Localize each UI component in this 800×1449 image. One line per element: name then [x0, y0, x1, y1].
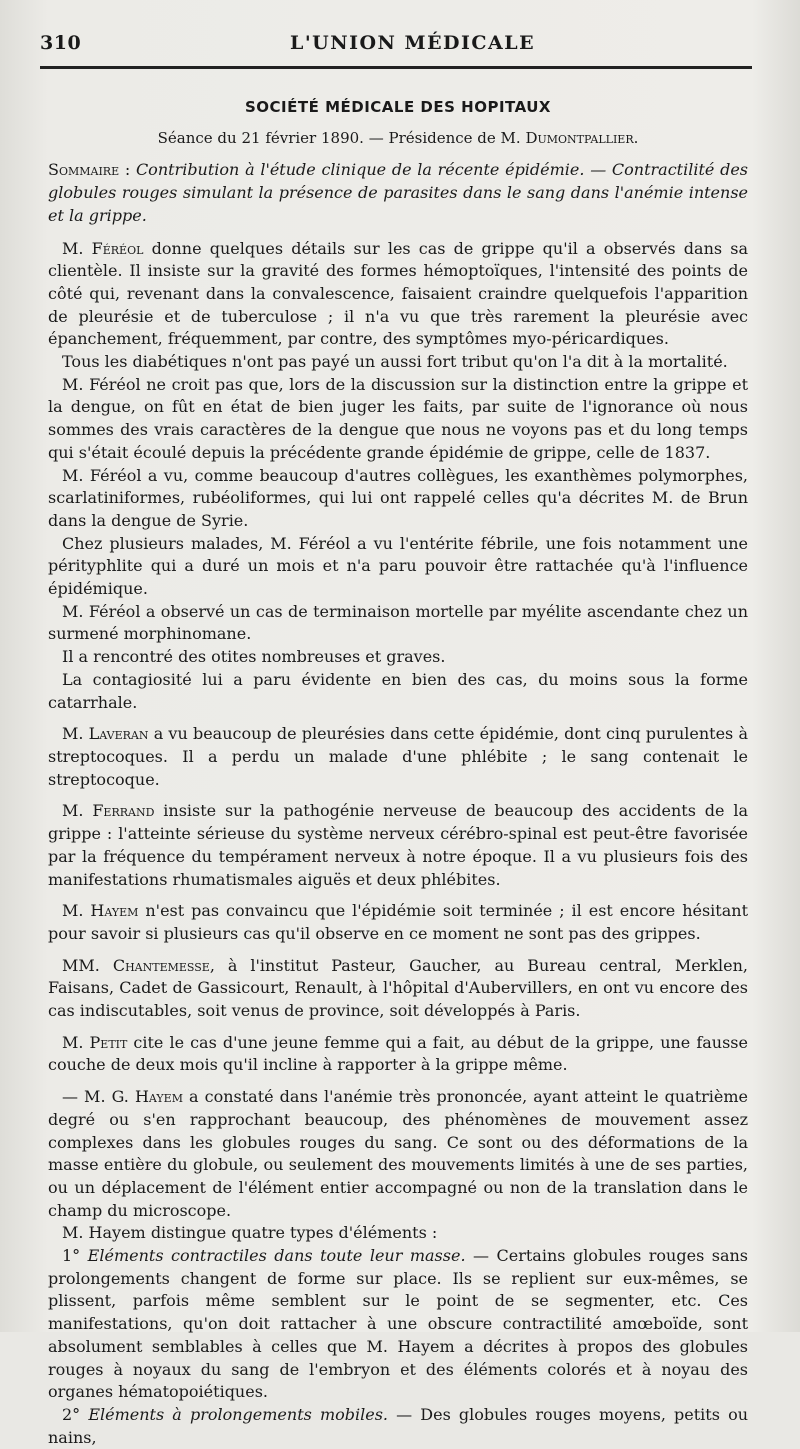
- paragraph-text: Chez plusieurs malades, M. Féréol a vu l'entérite fébrile, une fois notamment une pérityphlite qui a duré un mois et n'a paru pouvoir être rattachée qu'à l'influence épidémique.: [48, 533, 748, 599]
- paragraph-text: n'est pas convaincu que l'épidémie soit terminée ; il est encore hésitant pour savoir si plusieurs cas qu'il observe en ce moment ne sont pas des grippes.: [48, 901, 748, 943]
- running-header: [40, 32, 752, 60]
- paragraph: [48, 533, 748, 601]
- article-body: [48, 96, 748, 1449]
- paragraph: [48, 723, 748, 791]
- paragraph-prefix: M.: [62, 901, 91, 921]
- paragraph: [48, 1086, 748, 1222]
- paragraph: [48, 955, 748, 1023]
- paragraph-prefix: — M. G.: [62, 1087, 135, 1107]
- paragraph-prefix: M.: [62, 724, 89, 744]
- sommaire-sep: :: [119, 160, 136, 180]
- paragraph: [48, 669, 748, 714]
- speaker-name: Petit: [89, 1032, 128, 1052]
- paragraph-text: a constaté dans l'anémie très prononcée, ayant atteint le quatrième degré ou s'en rapprochant beaucoup, des phénomènes de mouvement assez complexes dans les globules rouges du sang. Ce sont ou des déformations de la masse entière du globule, ou seulement des mouvements limités à une de ses parties, ou un déplacement de l'élément entier accompagné ou non de la translation dans le champ du microscope.: [48, 1087, 749, 1220]
- paragraph-text: donne quelques détails sur les cas de grippe qu'il a observés dans sa clientèle. Il insiste sur la gravité des formes hémoptoïques, l'intensité des points de côté qui, revenant dans la convalescence, faisaient craindre quelquefois l'apparition de pleurésie et de tuberculose ; il n'a vu que très rarement la pleurésie avec épanchement, fréquemment, par contre, des symptômes myo-péricardiques.: [48, 238, 748, 349]
- sommaire-label: Sommaire: [48, 160, 120, 180]
- paragraph-heading: Eléments contractiles dans toute leur masse.: [87, 1246, 466, 1266]
- paragraph: [48, 465, 748, 533]
- paragraph-text: M. Féréol a observé un cas de terminaison mortelle par myélite ascendante chez un surmené morphinomane.: [48, 601, 748, 644]
- paragraph: [48, 374, 748, 465]
- paragraph-text: Tous les diabétiques n'ont pas payé un aussi fort tribut qu'on l'a dit à la mortalité.: [62, 352, 728, 372]
- paragraph-list: [48, 238, 748, 1449]
- paragraph-text: Il a rencontré des otites nombreuses et graves.: [62, 647, 446, 667]
- paragraph-text: La contagiosité lui a paru évidente en bien des cas, du moins sous la forme catarrhale.: [48, 669, 748, 712]
- speaker-name: Hayem: [134, 1087, 183, 1107]
- speaker-name: Féréol: [91, 238, 144, 258]
- header-rule: [40, 66, 752, 69]
- paragraph-text: insiste sur la pathogénie nerveuse de beaucoup des accidents de la grippe : l'atteinte sérieuse du système nerveux cérébro-spinal est peut-être favorisée par la fréquence du tempérament nerveux à notre époque. Il a vu plusieurs fois des manifestations rhumatismales aiguës et deux phlébites.: [48, 801, 749, 889]
- paragraph: [48, 900, 748, 945]
- paragraph: [48, 238, 748, 352]
- sommaire-text: Contribution à l'étude clinique de la récente épidémie. — Contractilité des globules rouges simulant la présence de parasites dans le sang dans l'anémie intense et la grippe.: [48, 160, 748, 225]
- paragraph-text: a vu beaucoup de pleurésies dans cette épidémie, dont cinq purulentes à streptocoques. Il a perdu un malade d'une phlébite ; le sang contenait le streptocoque.: [48, 724, 748, 789]
- paragraph-text: , à l'institut Pasteur, Gaucher, au Bureau central, Merklen, Faisans, Cadet de Gassicourt, Renault, à l'hôpital d'Aubervillers, en ont vu encore des cas indiscutables, soit venus de province, soit développés à Paris.: [48, 955, 749, 1021]
- paragraph: [48, 1222, 748, 1245]
- paragraph: [48, 601, 748, 646]
- seance-line: [48, 127, 748, 150]
- page-number: 310: [40, 32, 82, 54]
- paragraph-prefix: M.: [62, 238, 92, 258]
- speaker-name: Chantemesse: [112, 955, 210, 975]
- paragraph-prefix: M.: [62, 801, 93, 821]
- paragraph: [48, 1245, 748, 1404]
- president-name: Dumontpallier.: [525, 128, 639, 147]
- paragraph-text: M. Féréol ne croit pas que, lors de la discussion sur la distinction entre la grippe et la dengue, on fût en état de bien juger les faits, par suite de l'ignorance où nous sommes des vrais caractères de la dengue que nous ne voyons pas et du long temps qui s'était écoulé depuis la précédente grande épidémie de grippe, celle de 1837.: [48, 374, 748, 462]
- paragraph-text: M. Hayem distingue quatre types d'éléments :: [62, 1223, 438, 1243]
- paragraph-heading: Eléments à prolongements mobiles.: [88, 1404, 389, 1424]
- section-title: SOCIÉTÉ MÉDICALE DES HOPITAUX: [244, 98, 551, 116]
- paragraph-text: M. Féréol a vu, comme beaucoup d'autres collègues, les exanthèmes polymorphes, scarlatiniformes, rubéoliformes, qui lui ont rappelé celles qu'a décrites M. de Brun dans la dengue de Syrie.: [48, 465, 748, 530]
- paragraph-prefix: 2°: [62, 1404, 89, 1424]
- speaker-name: Ferrand: [92, 801, 155, 821]
- paragraph: [48, 1032, 748, 1077]
- journal-title: L'UNION MÉDICALE: [290, 32, 536, 54]
- paragraph-prefix: 1°: [62, 1246, 88, 1266]
- paragraph-text: — Des globules rouges moyens, petits ou nains,: [48, 1404, 749, 1447]
- paragraph-prefix: M.: [62, 1032, 90, 1052]
- paragraph: [48, 351, 748, 374]
- paragraph-text: — Certains globules rouges sans prolongements changent de forme sur place. Ils se replient sur eux-mêmes, se plissent, parfois même semblent sur le point de se segmenter, etc. Ces manifestations, qu'on doit rattacher à une obscure contractilité amœboïde, sont absolument semblables à celles que M. Hayem a décrites à propos des globules rouges à noyaux du sang de l'embryon et des éléments colorés et à noyau des organes hématopoiétiques.: [48, 1246, 749, 1402]
- sommaire: [48, 159, 748, 227]
- paragraph: [48, 800, 748, 891]
- paragraph-prefix: MM.: [62, 955, 113, 975]
- seance-text: Séance du 21 février 1890. — Présidence de M.: [157, 128, 521, 147]
- speaker-name: Hayem: [90, 901, 139, 921]
- speaker-name: Laveran: [88, 724, 149, 744]
- paragraph-text: cite le cas d'une jeune femme qui a fait, au début de la grippe, une fausse couche de deux mois qu'il incline à rapporter à la grippe même.: [48, 1032, 748, 1075]
- paragraph: [48, 1404, 748, 1449]
- paragraph: [48, 646, 748, 669]
